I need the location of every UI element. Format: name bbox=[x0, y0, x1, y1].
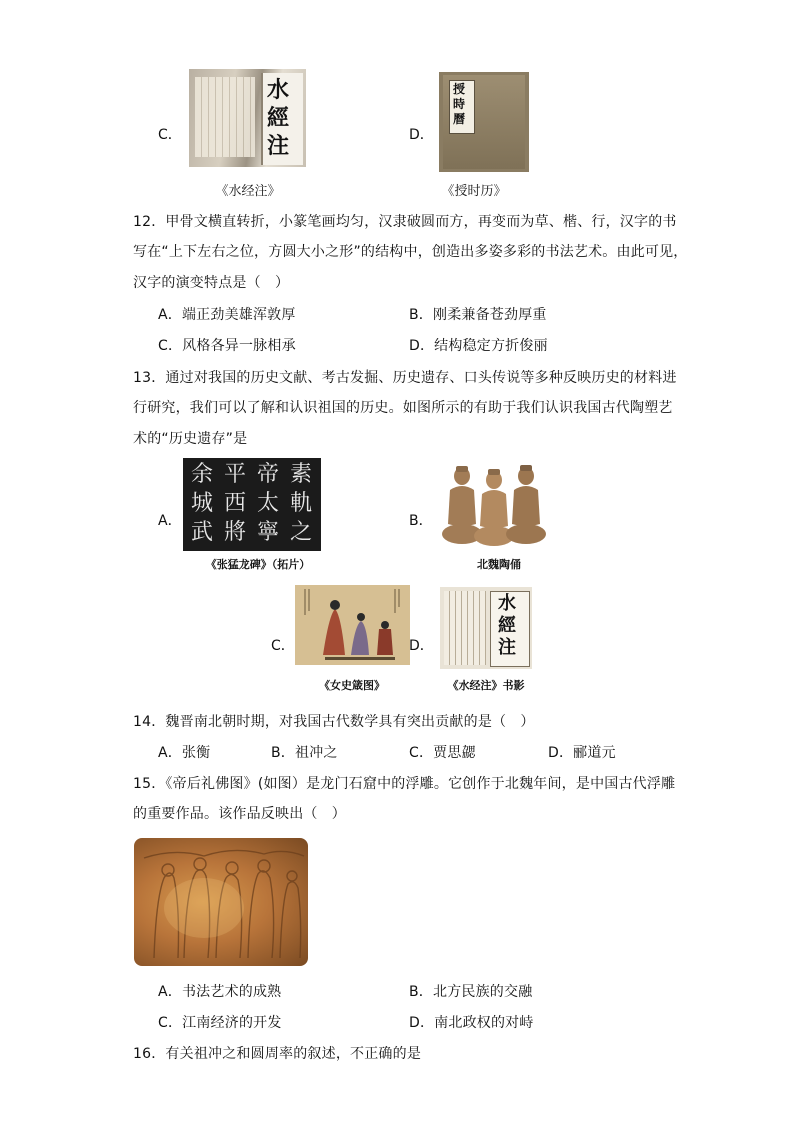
q15-option-c[interactable]: C．江南经济的开发 bbox=[158, 1015, 282, 1031]
q13-option-c-letter: C． bbox=[271, 638, 295, 654]
rubbing-char: 帝 bbox=[257, 462, 280, 487]
q15-option-d[interactable]: D．南北政权的对峙 bbox=[409, 1015, 534, 1031]
q13-option-b-letter: B． bbox=[409, 513, 433, 529]
q11-option-c-caption: 《水经注》 bbox=[215, 184, 281, 199]
q12-stem-line3: 汉字的演变特点是（ ） bbox=[133, 275, 290, 291]
book-char: 時 bbox=[453, 97, 466, 111]
q12-option-a[interactable]: A．端正劲美雄浑敦厚 bbox=[158, 307, 296, 323]
q15-option-b[interactable]: B．北方民族的交融 bbox=[409, 984, 533, 1000]
q13-option-a-caption: 《张猛龙碑》（拓片） bbox=[205, 558, 311, 571]
q11-option-d-caption: 《授时历》 bbox=[441, 184, 507, 199]
rubbing-char: 武 bbox=[191, 520, 214, 545]
q13-option-a-letter: A． bbox=[158, 513, 182, 529]
q11-option-d-letter: D． bbox=[409, 127, 434, 143]
q12-option-b[interactable]: B．刚柔兼备苍劲厚重 bbox=[409, 307, 547, 323]
rubbing-char: 之 bbox=[290, 520, 313, 545]
rubbing-char: 西 bbox=[224, 491, 247, 516]
q14-stem: 14．魏晋南北朝时期，对我国古代数学具有突出贡献的是（ ） bbox=[133, 714, 535, 730]
shoushili-book-photo bbox=[439, 72, 529, 172]
q13-option-b-caption: 北魏陶俑 bbox=[477, 558, 521, 571]
dihou-lifotu-relief-image bbox=[134, 838, 308, 966]
q14-option-b[interactable]: B．祖冲之 bbox=[271, 745, 338, 761]
q12-option-d[interactable]: D．结构稳定方折俊丽 bbox=[409, 338, 548, 354]
q15-stem-line1: 15．《帝后礼佛图》(如图）是龙门石窟中的浮雕。它创作于北魏年间，是中国古代浮雕 bbox=[133, 776, 676, 792]
beiwei-pottery-figurines-image bbox=[440, 462, 548, 548]
q12-stem-line2: 写在“上下左右之位，方圆大小之形”的结构中，创造出多姿多彩的书法艺术。由此可见， bbox=[133, 244, 688, 260]
book-char: 經 bbox=[498, 615, 516, 636]
rubbing-char: 將 bbox=[224, 520, 247, 545]
rubbing-char: 太 bbox=[257, 491, 280, 516]
q13-stem-line3: 术的“历史遗存”是 bbox=[133, 431, 248, 447]
shuijingzhu-shuying-image bbox=[440, 587, 532, 669]
q13-option-d-caption: 《水经注》书影 bbox=[447, 679, 525, 692]
book-char: 水 bbox=[267, 77, 290, 103]
q13-option-c-caption: 《女史箴图》 bbox=[319, 679, 385, 692]
q14-option-d[interactable]: D．郦道元 bbox=[548, 745, 616, 761]
rubbing-char: 城 bbox=[191, 491, 214, 516]
q15-stem-line2: 的重要作品。该作品反映出（ ） bbox=[133, 806, 346, 822]
q14-option-c[interactable]: C．贾思勰 bbox=[409, 745, 476, 761]
q14-option-a[interactable]: A．张衡 bbox=[158, 745, 211, 761]
book-char: 水 bbox=[498, 593, 516, 614]
zhangmenglong-rubbing-image bbox=[183, 458, 321, 551]
rubbing-char: 軌 bbox=[290, 491, 313, 516]
rubbing-char: 余 bbox=[191, 462, 214, 487]
book-char: 授 bbox=[453, 82, 466, 96]
q13-stem-line2: 行研究，我们可以了解和认识祖国的历史。如图所示的有助于我们认识我国古代陶塑艺 bbox=[133, 400, 673, 416]
q13-option-d-letter: D． bbox=[409, 638, 434, 654]
q11-option-c-letter: C． bbox=[158, 127, 182, 143]
rubbing-char: 平 bbox=[224, 462, 247, 487]
rubbing-char: 寧 bbox=[257, 520, 280, 545]
q15-option-a[interactable]: A．书法艺术的成熟 bbox=[158, 984, 282, 1000]
book-char: 經 bbox=[267, 105, 290, 131]
q13-stem-line1: 13．通过对我国的历史文献、考古发掘、历史遗存、口头传说等多种反映历史的材料进 bbox=[133, 370, 677, 386]
book-char: 曆 bbox=[453, 112, 466, 126]
rubbing-char: 素 bbox=[290, 462, 313, 487]
q16-stem: 16．有关祖冲之和圆周率的叙述，不正确的是 bbox=[133, 1046, 422, 1062]
book-char: 注 bbox=[267, 133, 290, 159]
shuijingzhu-book-photo bbox=[189, 69, 306, 167]
nvshizhentu-painting-image bbox=[295, 585, 410, 665]
q12-stem-line1: 12．甲骨文横直转折，小篆笔画均匀，汉隶破圆而方，再变而为草、楷、行，汉字的书 bbox=[133, 214, 677, 230]
q12-option-c[interactable]: C．风格各异一脉相承 bbox=[158, 338, 296, 354]
book-char: 注 bbox=[498, 637, 516, 658]
